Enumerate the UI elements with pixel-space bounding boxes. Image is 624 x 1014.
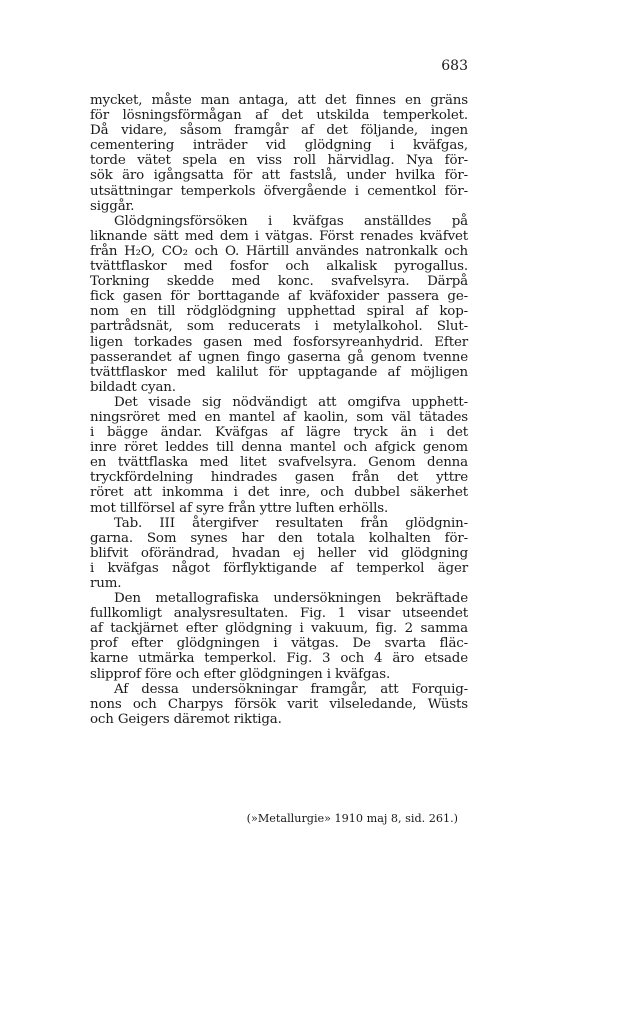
text-line: rum.	[90, 576, 122, 591]
text-line: tryckfördelning hindrades gasen från det yttre	[90, 470, 468, 486]
text-line: och Geigers däremot riktiga.	[90, 711, 282, 727]
text-line: sök äro igångsatta för att fastslå, under hvilka för-	[90, 168, 468, 184]
text-line: nom en till rödglödgning upphettad spiral af kop-	[90, 304, 468, 320]
text-line: Det visade sig nödvändigt att omgifva upphett-	[114, 394, 468, 410]
paragraph	[90, 591, 468, 682]
text-line: mycket, måste man antaga, att det finnes en gräns	[90, 93, 468, 108]
text-line: af tackjärnet efter glödgning i vakuum, fig. 2 samma	[90, 621, 468, 637]
body-text	[90, 93, 468, 727]
text-line: bildadt cyan.	[90, 379, 176, 395]
paragraph	[90, 516, 468, 591]
paragraph	[90, 395, 468, 516]
text-line: garna. Som synes har den totala kolhalten för-	[90, 530, 468, 546]
text-line: slipprof före och efter glödgningen i kväfgas.	[90, 666, 391, 682]
paragraph	[90, 214, 468, 395]
text-line: siggår.	[90, 198, 135, 214]
paragraph	[90, 682, 468, 727]
text-line: Då vidare, såsom framgår af det följande, ingen	[90, 123, 468, 139]
text-line: från H₂O, CO₂ och O. Härtill användes natronkalk och	[90, 243, 468, 259]
text-line: i kväfgas något förflyktigande af temperkol äger	[90, 560, 468, 576]
text-line: för lösningsförmågan af det utskilda temperkolet.	[90, 108, 468, 124]
text-line: ningsröret med en mantel af kaolin, som väl tätades	[90, 409, 468, 425]
text-line: röret att inkomma i det inre, och dubbel säkerhet	[90, 485, 468, 501]
text-line: torde vätet spela en viss roll härvidlag. Nya för-	[90, 153, 468, 169]
text-line: liknande sätt med dem i vätgas. Först renades kväfvet	[90, 228, 468, 244]
text-line: fick gasen för borttagande af kväfoxider passera ge-	[90, 289, 468, 305]
text-line: inre röret leddes till denna mantel och afgick genom	[90, 440, 468, 456]
text-line: blifvit oförändrad, hvadan ej heller vid glödgning	[90, 545, 468, 561]
text-line: passerandet af ugnen fingo gaserna gå genom tvenne	[90, 349, 468, 365]
text-line: ligen torkades gasen med fosforsyreanhydrid. Efter	[90, 334, 468, 350]
citation: (»Metallurgie» 1910 maj 8, sid. 261.)	[246, 812, 458, 825]
text-line: en tvättflaska med litet svafvelsyra. Genom denna	[90, 455, 468, 471]
text-line: tvättflaskor med kalilut för upptagande af möjligen	[90, 364, 468, 380]
text-line: Den metallografiska undersökningen bekräftade	[114, 591, 468, 607]
text-line: Tab. III återgifver resultaten från glödgnin-	[114, 515, 468, 531]
text-line: karne utmärka temperkol. Fig. 3 och 4 äro etsade	[90, 651, 468, 667]
text-line: nons och Charpys försök varit vilseledande, Wüsts	[90, 696, 468, 712]
text-line: partrådsnät, som reducerats i metylalkohol. Slut-	[90, 319, 468, 335]
page-number: 683	[441, 58, 468, 74]
text-line: Glödgningsförsöken i kväfgas anställdes på	[114, 213, 468, 229]
text-line: Af dessa undersökningar framgår, att Forquig-	[114, 681, 468, 697]
text-line: cementering inträder vid glödgning i kväfgas,	[90, 138, 468, 154]
text-line: i bägge ändar. Kväfgas af lägre tryck än i det	[90, 425, 468, 441]
text-line: Torkning skedde med konc. svafvelsyra. Därpå	[90, 274, 468, 290]
text-line: utsättningar temperkols öfvergående i cementkol för-	[90, 183, 468, 199]
text-line: mot tillförsel af syre från yttre luften erhölls.	[90, 500, 389, 516]
text-line: fullkomligt analysresultaten. Fig. 1 visar utseendet	[90, 606, 468, 622]
text-line: tvättflaskor med fosfor och alkalisk pyrogallus.	[90, 259, 468, 275]
text-line: prof efter glödgningen i vätgas. De svarta fläc-	[90, 636, 468, 652]
paragraph	[90, 93, 468, 214]
